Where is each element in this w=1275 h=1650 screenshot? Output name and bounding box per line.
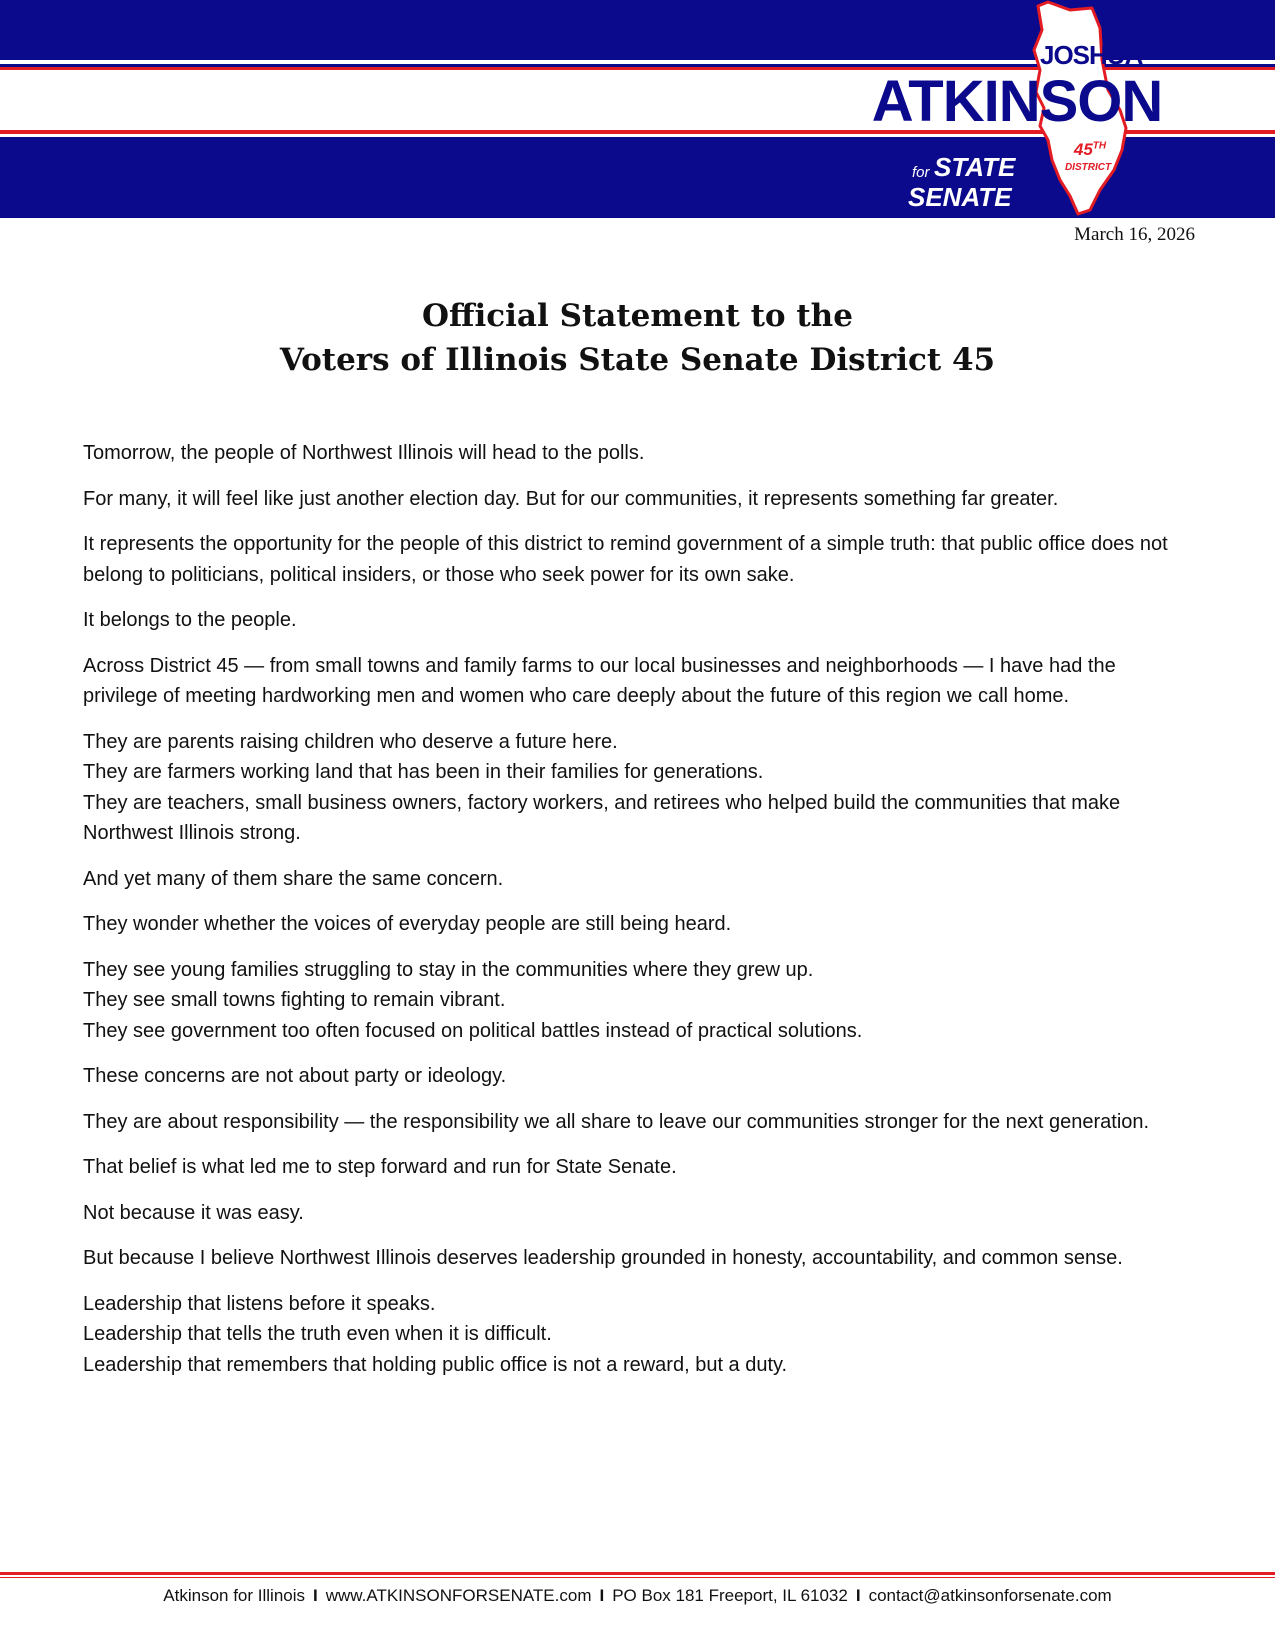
statement-body [83,438,1178,1395]
paragraph-line: They see government too often focused on political battles instead of practical solutions. [83,1019,863,1042]
district-label: DISTRICT [1064,162,1112,173]
paragraph-line: Leadership that tells the truth even when it is difficult. [83,1323,552,1345]
title-line: Voters of Illinois State Senate District 45 [279,342,996,378]
paragraph-line: That belief is what led me to step forward and run for State Senate. [83,1156,677,1178]
paragraph-line: Leadership that remembers that holding public office is not a reward, but a duty. [83,1353,788,1376]
statement-paragraph [83,909,1178,940]
title-line: Official Statement to the [422,298,853,334]
paragraph-line: And yet many of them share the same concern. [83,867,504,890]
statement-paragraph [83,955,1178,1047]
office-line-senate: SENATE [908,182,1012,212]
paragraph-line: They are about responsibility — the responsibility we all share to leave our communities stronger for the next generation. [83,1110,1150,1133]
paragraph-line: They are teachers, small business owners, factory workers, and retirees who helped build the communities that make Northwest Illinois strong. [83,791,1121,844]
paragraph-line: These concerns are not about party or ideology. [83,1065,507,1087]
statement-paragraph [83,529,1178,590]
footer-website-link[interactable]: www.ATKINSONFORSENATE.com [325,1586,592,1605]
paragraph-line: Not because it was easy. [83,1201,304,1224]
statement-paragraph [83,1289,1178,1381]
paragraph-line: But because I believe Northwest Illinois deserves leadership grounded in honesty, accountability, and common sense. [83,1247,1123,1269]
paragraph-line: They are farmers working land that has been in their families for generations. [83,761,764,783]
statement-paragraph [83,1152,1178,1183]
paragraph-line: Tomorrow, the people of Northwest Illinois will head to the polls. [83,442,645,464]
paragraph-line: They see small towns fighting to remain vibrant. [83,989,506,1011]
footer-email-link[interactable]: contact@atkinsonforsenate.com [868,1586,1112,1605]
document-title [0,294,1275,382]
statement-paragraph [83,1198,1178,1229]
statement-paragraph [83,1061,1178,1092]
letterhead-banner [0,0,1275,218]
footer-rule [0,1572,1275,1575]
for-label: for [912,164,930,181]
statement-paragraph [83,864,1178,895]
statement-paragraph [83,1243,1178,1274]
footer-contact [0,1586,1275,1606]
footer-address: PO Box 181 Freeport, IL 61032 [612,1586,848,1605]
statement-paragraph [83,651,1178,712]
statement-paragraph [83,605,1178,636]
paragraph-line: Leadership that listens before it speaks. [83,1292,436,1315]
footer-separator: I [855,1586,861,1605]
footer-separator: I [599,1586,605,1605]
statement-paragraph [83,1107,1178,1138]
statement-paragraph [83,727,1178,849]
paragraph-line: Across District 45 — from small towns and family farms to our local businesses and neighborhoods — I have had the privilege of meeting hardworking men and women who care deeply about the future of this region we call home. [83,654,1116,707]
paragraph-line: They are parents raising children who deserve a future here. [83,730,618,753]
district-number: 45TH [1073,140,1107,159]
paragraph-line: They wonder whether the voices of everyday people are still being heard. [83,913,732,935]
footer-org: Atkinson for Illinois [163,1586,306,1605]
office-line-state: STATE [934,152,1016,182]
paragraph-line: For many, it will feel like just another election day. But for our communities, it represents something far greater. [83,487,1059,510]
candidate-last-name: ATKINSON [871,69,1163,134]
paragraph-line: It belongs to the people. [83,609,297,631]
paragraph-line: It represents the opportunity for the people of this district to remind government of a simple truth: that public office does not belong to politicians, political insiders, or those who seek power for its own sake. [83,533,1168,586]
statement-paragraph [83,484,1178,515]
footer-separator: I [313,1586,318,1605]
statement-paragraph [83,438,1178,469]
candidate-first-name: JOSHUA [1040,40,1143,70]
document-date: March 16, 2026 [1074,224,1195,245]
paragraph-line: They see young families struggling to stay in the communities where they grew up. [83,958,814,981]
footer-rule [0,1577,1275,1578]
